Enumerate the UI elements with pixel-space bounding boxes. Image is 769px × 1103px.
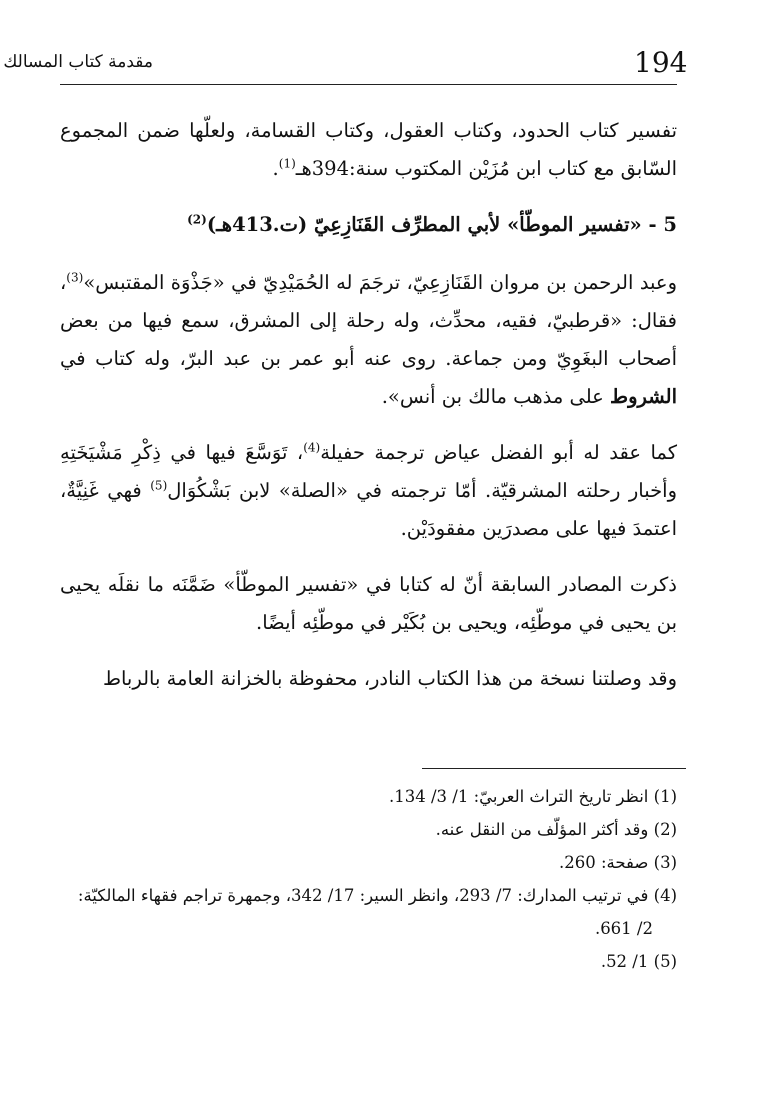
footnote-4-continued: 2/ 661. [594,919,653,938]
footnote-2: (2) وقد أكثر المؤلّف من النقل عنه. [435,820,677,839]
footnotes [60,780,677,978]
paragraph-2-text-b: ، فقال: «قرطبيّ، فقيه، محدِّث، وله رحلة إلى المشرق، سمع فيها من بعض أصحاب البغَوِيّ ومن جماعة. روى عنه أبو عمر بن عبد البرّ، وله كتاب في [60,271,677,370]
section-heading [60,206,677,244]
main-text [60,112,677,716]
footnote-3: (3) صفحة: 260. [558,853,677,872]
page-header [3,44,688,85]
paragraph-2-text-a: وعبد الرحمن بن مروان القَنَازِعِيّ، ترجَمَ له الحُمَيْدِيّ في «جَذْوَة المقتبس» [83,271,677,294]
paragraph-5: وقد وصلتنا نسخة من هذا الكتاب النادر، محفوظة بالخزانة العامة بالرباط [102,667,677,690]
footnote-divider [422,768,686,769]
paragraph-1-text: تفسير كتاب الحدود، وكتاب العقول، وكتاب القسامة، ولعلّها ضمن المجموع السّابق مع كتاب ابن مُزَيْن المكتوب سنة:394هـ [60,119,677,180]
paragraph-2-bold: الشروط [610,385,677,408]
paragraph-4: ذكرت المصادر السابقة أنّ له كتابا في «تفسير الموطّأ» ضَمَّنَه ما نقلَه يحيى بن يحيى في موطّئِه، ويحيى بن بُكَيْر في موطّئِه أيضًا. [60,573,677,634]
paragraph-1 [60,112,677,188]
paragraph-1-end: . [272,157,279,180]
paragraph-2-text-c: على مذهب مالك بن أنس». [381,385,611,408]
paragraph-2 [60,264,677,416]
running-title: مقدمة كتاب المسالك [3,52,153,72]
footnote-ref-4: (4) [303,440,321,455]
paragraph-3-text-b: ، تَوَسَّعَ فيها في ذِكْرِ مَشْيَخَتِهِ وأخبار رحلته المشرقيّة. أمّا ترجمته في «الصلة» لابن بَشْكُوَال [60,441,677,502]
footnote-4: (4) في ترتيب المدارك: 7/ 293، وانظر السير: 17/ 342، وجمهرة تراجم فقهاء المالكيّة: [77,886,677,905]
paragraph-3-text-a: كما عقد له أبو الفضل عياض ترجمة حفيلة [320,441,677,464]
page-number: 194 [634,46,688,79]
footnote-5: (5) 1/ 52. [600,952,677,971]
footnote-ref-5: (5) [150,478,168,493]
paragraph-3 [60,434,677,548]
footnote-ref-1: (1) [278,156,296,171]
footnote-ref-3: (3) [66,270,84,285]
paragraph-3-text-c: فهي غَنِيَّةٌ، اعتمدَ فيها على مصدرَين مفقودَيْن. [60,479,677,540]
footnote-ref-2: (2) [187,212,207,227]
section-heading-text: 5 - «تفسير الموطّأ» لأبي المطرِّف القَنَازِعِيّ (ت.413هـ) [206,213,677,236]
footnote-1: (1) انظر تاريخ التراث العربيّ: 1/ 3/ 134. [388,787,677,806]
